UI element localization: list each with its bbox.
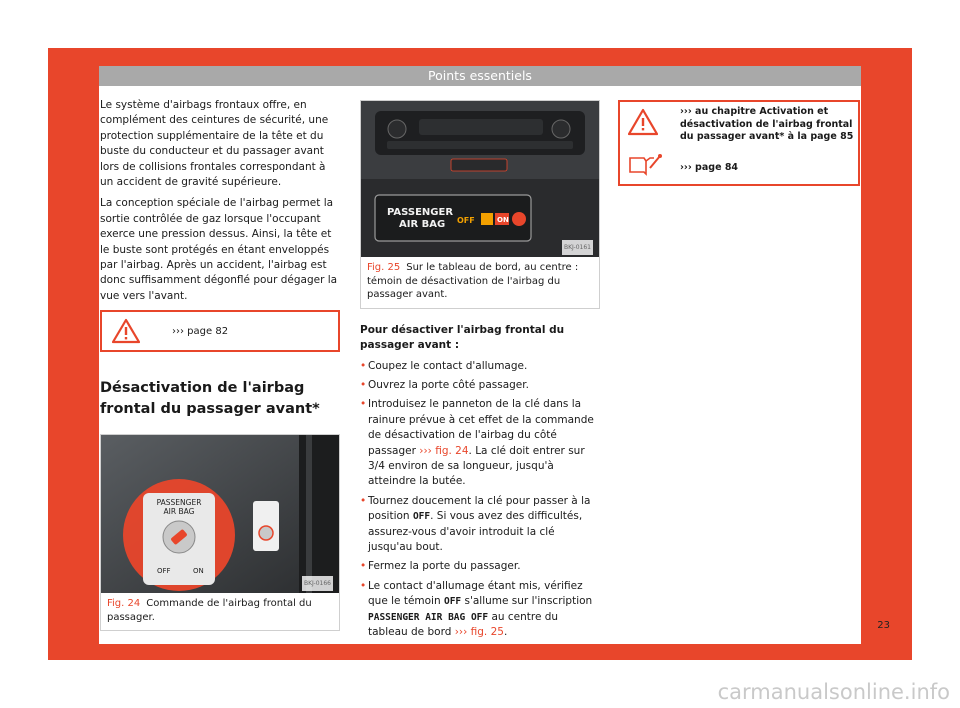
column-middle [360, 100, 600, 644]
intro-paragraph-2: La conception spéciale de l'airbag permet la sortie contrôlée de gaz lorsque l'occupant exerce une pression dessus. Ainsi, la tête et le buste sont protégés en étant enveloppés par l'airbag. Après un accident, l'airbag est donc suffisamment dégonflé pour dégager la vue vers l'avant. [100, 197, 338, 302]
step-4 [360, 494, 600, 556]
step-6-text-post: au centre du tableau de bord [368, 610, 559, 638]
warning-page-ref[interactable]: ››› page 82 [172, 326, 229, 338]
fig-25-link[interactable]: ››› fig. 25 [454, 626, 504, 638]
intro-paragraph-1: Le système d'airbags frontaux offre, en complément des ceintures de sécurité, une protection supplémentaire de la tête et du buste du conducteur et du passager avant lors de collisions frontales correspondant à un accident de gravité supérieure. [100, 99, 329, 189]
panel-on-label: ON [497, 216, 509, 224]
switch-label-line-1: PASSENGER [156, 498, 202, 508]
figure-25 [360, 100, 600, 309]
figure-caption-text: Sur le tableau de bord, au centre : témoin de désactivation de l'airbag du passager avant. [367, 262, 579, 300]
step-3-text-end: . La clé doit entrer sur 3/4 environ de sa longueur, jusqu'à atteindre la butée. [368, 444, 585, 488]
section-heading: Désactivation de l'airbag frontal du passager avant* [100, 380, 320, 418]
off-symbol: OFF [412, 511, 431, 523]
warning-chapter-ref[interactable]: ››› au chapitre Activation et désactivation de l'airbag frontal du passager avant* à la page 85 [680, 106, 854, 142]
off-symbol: OFF [443, 596, 462, 608]
figure-caption [101, 593, 339, 630]
step-6 [360, 579, 600, 641]
figure-caption [361, 257, 599, 308]
passenger-airbag-off-symbol: PASSENGER AIR BAG OFF [368, 611, 489, 623]
warning-triangle-icon [112, 318, 140, 344]
step-6-text: Le contact d'allumage étant mis, vérifiez que le témoin [368, 579, 583, 608]
book-page-ref[interactable]: ››› page 84 [680, 162, 739, 173]
warning-box [100, 310, 340, 352]
panel-label-line-2: AIR BAG [399, 219, 446, 230]
section-header: Points essentiels [99, 66, 861, 86]
switch-label-line-2: AIR BAG [163, 507, 195, 517]
column-right [618, 100, 860, 186]
step-3 [360, 397, 600, 489]
figure-caption-text: Commande de l'airbag frontal du passager. [107, 598, 312, 623]
airbag-switch-illustration [101, 435, 339, 593]
figure-code: BKJ-0161 [562, 240, 593, 255]
dashboard-image [361, 101, 599, 257]
figure-code: BKJ-0166 [302, 576, 333, 591]
step-2: • Ouvrez la porte côté passager. [360, 378, 600, 393]
step-5: • Fermez la porte du passager. [360, 559, 600, 574]
dashboard-illustration [361, 101, 599, 257]
procedure-heading: Pour désactiver l'airbag frontal du passager avant : [360, 323, 565, 351]
airbag-switch-image [101, 435, 339, 593]
fig-24-link[interactable]: ››› fig. 24 [419, 444, 469, 457]
panel-label-line-1: PASSENGER [387, 207, 454, 218]
switch-on-label: ON [193, 567, 204, 576]
page-number: 23 [877, 620, 890, 631]
warning-triangle-icon [628, 108, 658, 136]
reference-box [618, 100, 860, 186]
step-3-text: Introduisez le panneton de la clé dans la rainure prévue à cet effet de la commande de désactivation de l'airbag du côté passager [368, 398, 594, 457]
step-4-text-end: . Si vous avez des difficultés, assurez-vous d'avoir introduit la clé jusqu'au bout. [368, 510, 583, 553]
step-6-text-mid: s'allume sur l'inscription [461, 595, 593, 608]
step-6-text-end: . [503, 626, 508, 638]
watermark-text: carmanualsonline.info [717, 680, 950, 704]
switch-off-label: OFF [157, 567, 171, 576]
column-left [100, 98, 340, 631]
step-1: • Coupez le contact d'allumage. [360, 359, 600, 374]
figure-number: Fig. 24 [107, 598, 141, 610]
figure-number: Fig. 25 [367, 262, 401, 273]
panel-off-label: OFF [457, 216, 475, 225]
figure-24 [100, 434, 340, 631]
book-icon [628, 152, 664, 176]
step-4-text: Tournez doucement la clé pour passer à la position [368, 494, 591, 523]
